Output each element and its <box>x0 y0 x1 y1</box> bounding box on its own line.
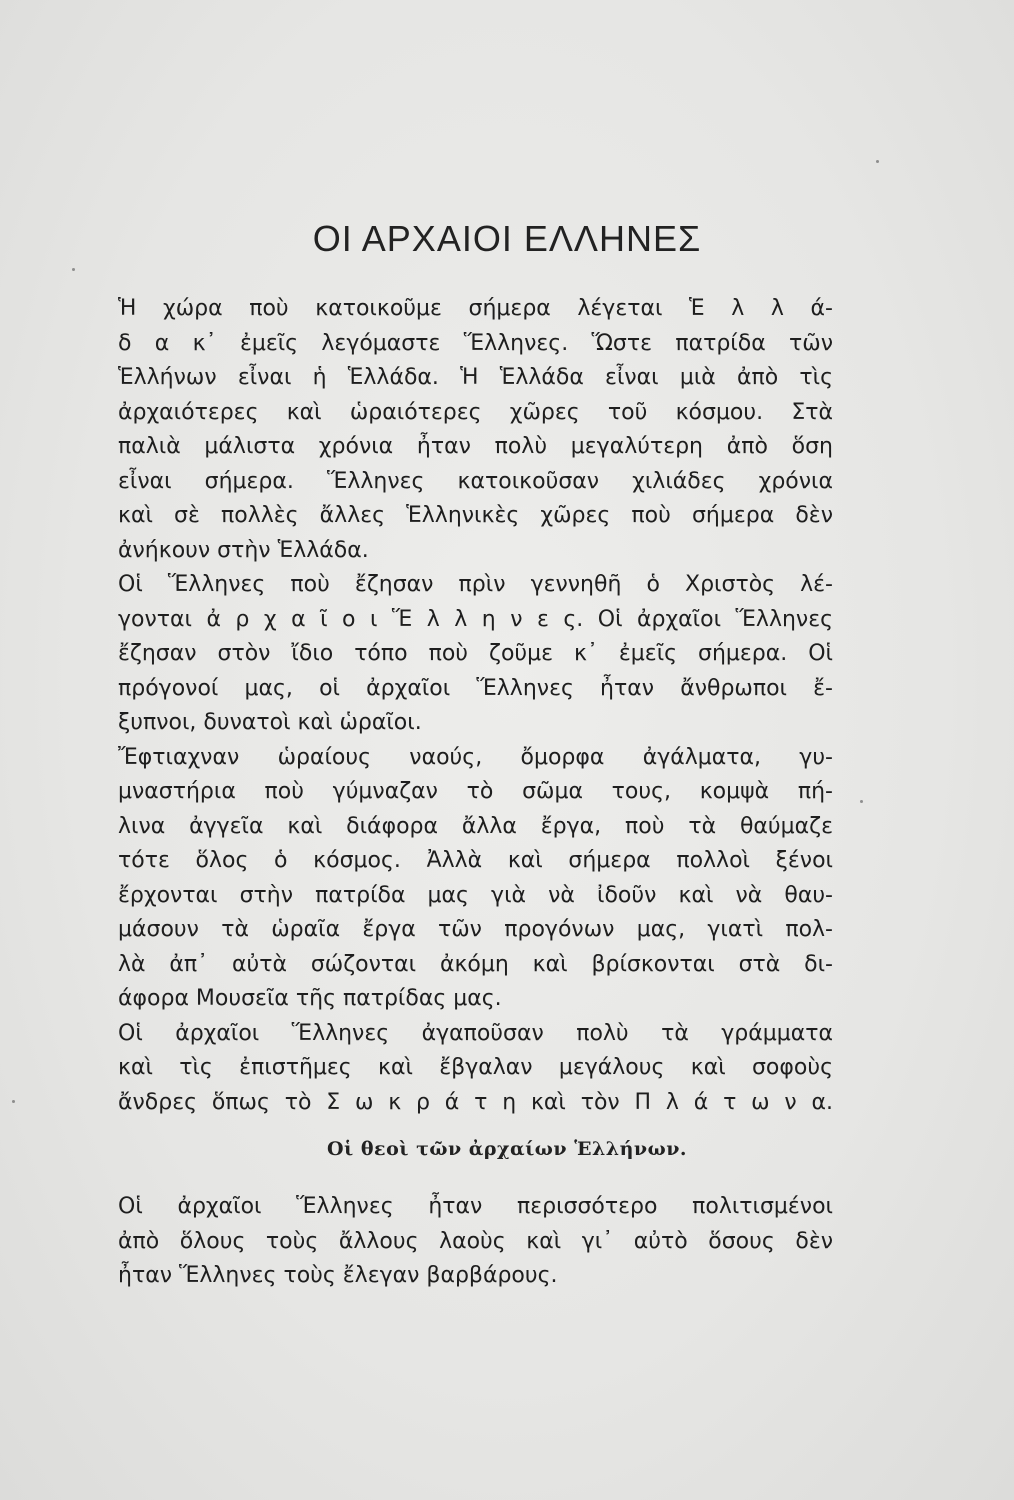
text-line: ἄνδρες ὅπως τὸ Σ ω κ ρ ά τ η καὶ τὸν Π λ ά τ ω ν α. <box>118 1089 833 1115</box>
text-line: άφορα Μουσεῖα τῆς πατρίδας μας. <box>118 986 502 1011</box>
section-1-text <box>118 292 833 1120</box>
text-line: Ἔφτιαχναν ὡραίους ναούς, ὄμορφα ἀγάλματα, γυ- <box>118 744 833 770</box>
text-line: ἦταν Ἕλληνες τοὺς ἔλεγαν βαρβάρους. <box>118 1263 558 1288</box>
text-line: καὶ τὶς ἐπιστῆμες καὶ ἔβγαλαν μεγάλους καὶ σοφοὺς <box>118 1055 833 1080</box>
paper-speck <box>876 160 879 163</box>
text-line: ξυπνοι, δυνατοὶ καὶ ὡραῖοι. <box>118 710 422 735</box>
text-line: τότε ὅλος ὁ κόσμος. Ἀλλὰ καὶ σήμερα πολλοὶ ξένοι <box>118 848 833 873</box>
text-line: μναστήρια ποὺ γύμναζαν τὸ σῶμα τους, κομψὰ πή- <box>118 779 833 804</box>
text-line: μάσουν τὰ ὡραῖα ἔργα τῶν προγόνων μας, γιατὶ πολ- <box>118 917 833 942</box>
text-line: λὰ ἀπ᾿ αὐτὰ σώζονται ἀκόμη καὶ βρίσκονται στὰ δι- <box>118 951 833 977</box>
text-line: Οἱ ἀρχαῖοι Ἕλληνες ἀγαποῦσαν πολὺ τὰ γράμματα <box>118 1020 833 1046</box>
text-line: ἔζησαν στὸν ἴδιο τόπο ποὺ ζοῦμε κ᾿ ἐμεῖς σήμερα. Οἱ <box>118 641 833 666</box>
section-heading: Οἱ θεοὶ τῶν ἀρχαίων Ἑλλήνων. <box>327 1138 687 1160</box>
paper-speck <box>12 1100 15 1103</box>
text-line: Ἡ χώρα ποὺ κατοικοῦμε σήμερα λέγεται Ἑ λ λ ά- <box>118 296 833 321</box>
text-line: πρόγονοί μας, οἱ ἀρχαῖοι Ἕλληνες ἦταν ἄνθρωποι ἔ- <box>118 675 833 701</box>
text-line: Οἱ ἀρχαῖοι Ἕλληνες ἦταν περισσότερο πολιτισμένοι <box>118 1194 833 1219</box>
section-2-text <box>118 1190 833 1294</box>
paper-speck <box>860 800 863 803</box>
text-line: ἀνήκουν στὴν Ἑλλάδα. <box>118 537 369 563</box>
text-line: καὶ σὲ πολλὲς ἄλλες Ἑλληνικὲς χῶρες ποὺ σήμερα δὲν <box>118 503 833 528</box>
text-line: λινα ἀγγεῖα καὶ διάφορα ἄλλα ἔργα, ποὺ τὰ θαύμαζε <box>118 813 833 839</box>
text-line: δ α κ᾿ ἐμεῖς λεγόμαστε Ἕλληνες. Ὥστε πατρίδα τῶν <box>118 330 833 356</box>
text-line: Οἱ Ἕλληνες ποὺ ἔζησαν πρὶν γεννηθῆ ὁ Χριστὸς λέ- <box>118 572 833 597</box>
text-line: ἀρχαιότερες καὶ ὡραιότερες χῶρες τοῦ κόσμου. Στὰ <box>118 399 833 425</box>
text-line: Ἑλλήνων εἶναι ἡ Ἑλλάδα. Ἡ Ἑλλάδα εἶναι μιὰ ἀπὸ τὶς <box>118 365 833 390</box>
page-title: ΟΙ ΑΡΧΑΙΟΙ ΕΛΛΗΝΕΣ <box>312 218 702 259</box>
paper-speck <box>72 268 75 271</box>
text-line: παλιὰ μάλιστα χρόνια ἦταν πολὺ μεγαλύτερη ἀπὸ ὅση <box>118 434 833 459</box>
text-line: γονται ἀ ρ χ α ῖ ο ι Ἕ λ λ η ν ε ς. Οἱ ἀρχαῖοι Ἕλληνες <box>118 606 833 632</box>
text-line: ἔρχονται στὴν πατρίδα μας γιὰ νὰ ἰδοῦν καὶ νὰ θαυ- <box>118 882 833 908</box>
text-line: ἀπὸ ὅλους τοὺς ἄλλους λαοὺς καὶ γι᾿ αὐτὸ ὅσους δὲν <box>118 1228 833 1254</box>
text-line: εἶναι σήμερα. Ἕλληνες κατοικοῦσαν χιλιάδες χρόνια <box>118 468 833 494</box>
